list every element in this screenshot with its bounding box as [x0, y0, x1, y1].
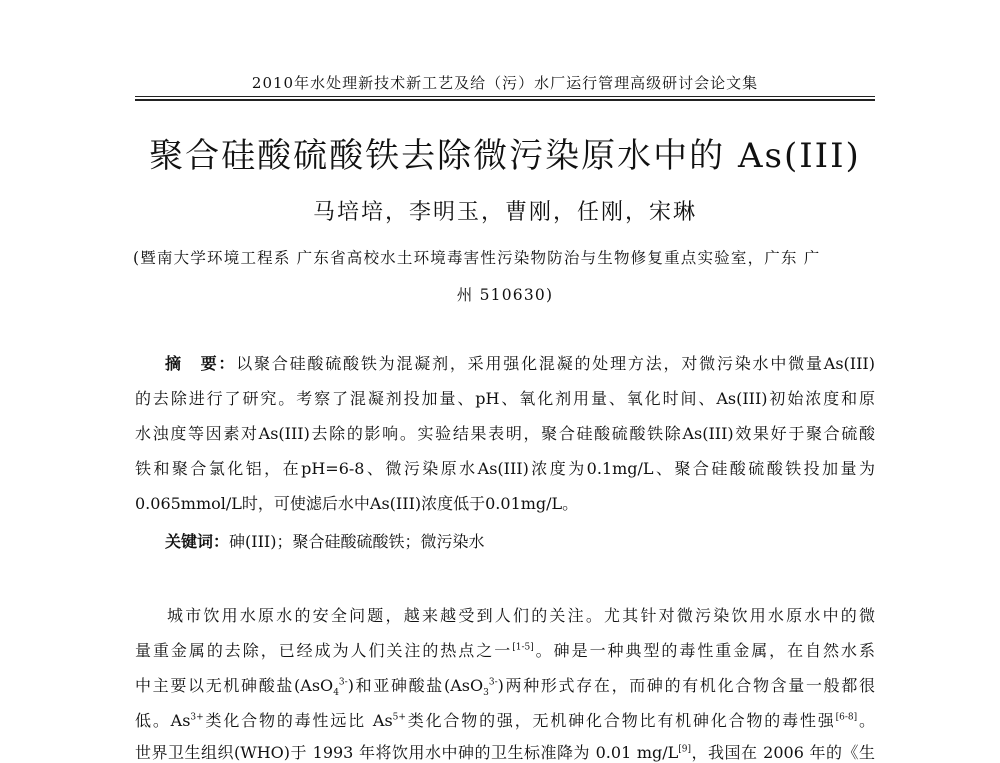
abstract-line-2: 的去除进行了研究。考察了混凝剂投加量、pH、氧化剂用量、氧化时间、As(III)初始浓度和原 — [135, 389, 875, 408]
abstract-line-3: 水浊度等因素对As(III)去除的影响。实验结果表明，聚合硅酸硫酸铁除As(III)效果好于聚合硫酸 — [135, 424, 875, 443]
superscript: 3- — [338, 677, 348, 688]
header-rule-bottom — [135, 99, 875, 101]
body-text: 类化合物的毒性远比 As — [203, 711, 393, 730]
body-text: ，我国在 2006 年的《生 — [691, 743, 875, 762]
body-text: )两种形式存在，而砷的有机化合物含量一般都很 — [497, 676, 875, 695]
abstract-line-5: 0.065mmol/L时，可使滤后水中As(III)浓度低于0.01mg/L。 — [135, 494, 579, 513]
affiliation-line-1: (暨南大学环境工程系 广东省高校水土环境毒害性污染物防治与生物修复重点实验室，广东 广 — [133, 249, 821, 267]
superscript: 3- — [488, 677, 498, 688]
body-text: 中主要以无机砷酸盐(AsO — [135, 676, 334, 695]
body-text: 类化合物的强，无机砷化合物比有机砷化合物的毒性强 — [405, 711, 836, 730]
body-text: 世界卫生组织(WHO)于 1993 年将饮用水中砷的卫生标准降为 0.01 mg/L — [135, 743, 679, 762]
body-text: )和亚砷酸盐(AsO — [347, 676, 484, 695]
affiliation-line-2: 州 510630) — [456, 286, 554, 304]
author-list: 马培培，李明玉，曹刚，任刚，宋琳 — [312, 200, 697, 225]
body-line-1: 城市饮用水原水的安全问题，越来越受到人们的关注。尤其针对微污染饮用水原水中的微 — [167, 606, 875, 625]
body-text: 。砷是一种典型的毒性重金属，在自然水系 — [533, 641, 875, 660]
abstract-label: 摘 要： — [165, 354, 237, 373]
body-line-2 — [135, 641, 875, 661]
body-line-5 — [135, 743, 875, 763]
subscript: 4 — [333, 688, 339, 699]
abstract-line-1 — [135, 354, 875, 374]
header-rule-top — [135, 96, 875, 97]
abstract-text-1: 以聚合硅酸硫酸铁为混凝剂，采用强化混凝的处理方法，对微污染水中微量As(III) — [236, 354, 875, 373]
keywords-line — [135, 532, 875, 552]
citation-ref: [6-8] — [835, 712, 858, 723]
running-header: 2010年水处理新技术新工艺及给（污）水厂运行管理高级研讨会论文集 — [251, 74, 759, 92]
paper-title: 聚合硅酸硫酸铁去除微污染原水中的 As(III) — [149, 136, 861, 176]
keywords-label: 关键词： — [165, 532, 230, 551]
body-text: 低。As — [135, 711, 191, 730]
citation-ref: [9] — [678, 744, 692, 755]
body-line-3 — [135, 676, 875, 699]
citation-ref: [1-5] — [512, 642, 534, 653]
body-line-4 — [135, 711, 875, 731]
body-text: 。 — [857, 711, 875, 730]
superscript: 5+ — [392, 712, 406, 723]
body-text: 量重金属的去除，已经成为人们关注的热点之一 — [135, 641, 513, 660]
keywords-text: 砷(III)；聚合硅酸硫酸铁；微污染水 — [229, 532, 485, 551]
abstract-line-4: 铁和聚合氯化铝，在pH=6-8、微污染原水As(III)浓度为0.1mg/L、聚合硅酸硫酸铁投加量为 — [135, 459, 875, 478]
subscript: 3 — [483, 688, 489, 699]
superscript: 3+ — [190, 712, 204, 723]
